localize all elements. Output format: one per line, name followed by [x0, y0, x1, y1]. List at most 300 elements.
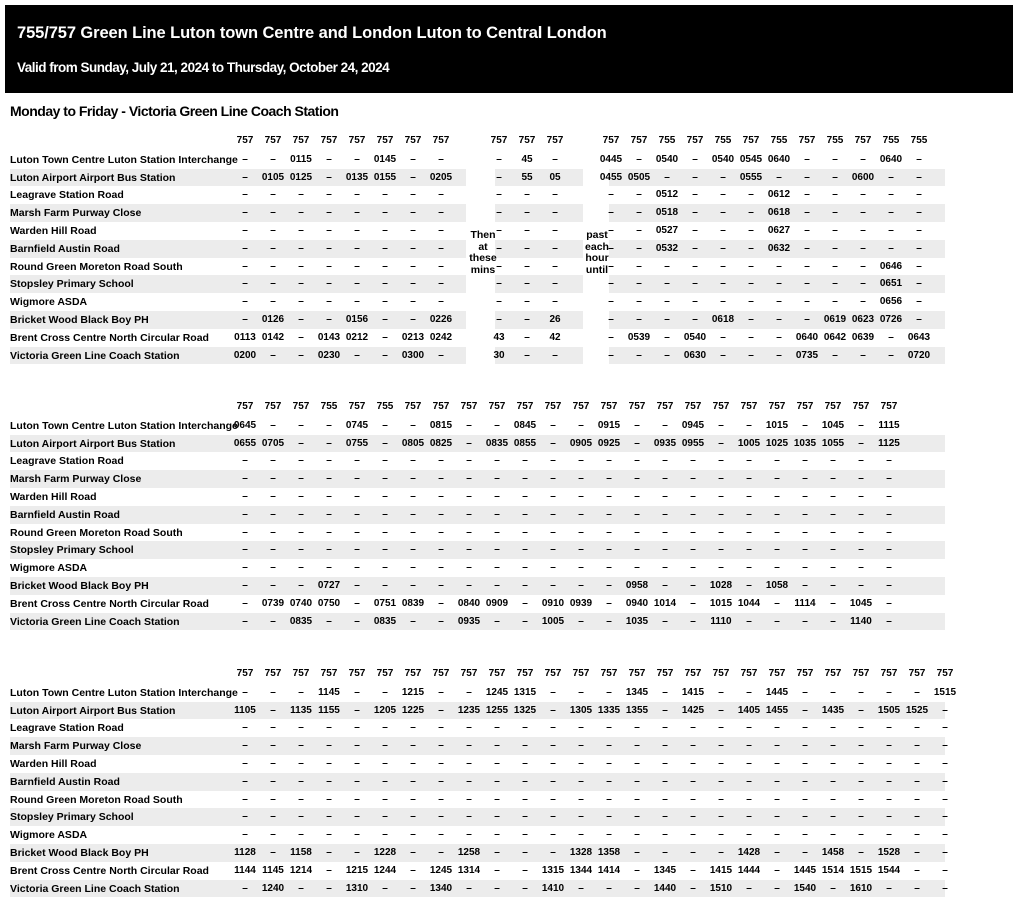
departure-time: –	[690, 757, 696, 769]
departure-time: –	[578, 562, 584, 574]
departure-time: –	[382, 473, 388, 485]
departure-time: –	[746, 544, 752, 556]
route-number: 757	[432, 668, 450, 679]
departure-time: –	[494, 544, 500, 556]
departure-time: –	[690, 740, 696, 752]
departure-time: 1244	[373, 864, 397, 876]
departure-time: 1455	[765, 704, 789, 716]
departure-time: –	[886, 793, 892, 805]
route-number: 757	[768, 401, 786, 412]
departure-time: 1445	[793, 864, 817, 876]
departure-time: 1544	[877, 864, 901, 876]
departure-time: –	[802, 686, 808, 698]
departure-time: –	[662, 508, 668, 520]
departure-time: –	[410, 260, 416, 272]
departure-time: 0745	[345, 419, 369, 431]
departure-time: –	[438, 473, 444, 485]
departure-time: –	[886, 473, 892, 485]
departure-time: 1215	[401, 686, 425, 698]
departure-time: –	[720, 189, 726, 201]
departure-time: –	[522, 508, 528, 520]
departure-time: –	[354, 829, 360, 841]
departure-time: –	[382, 189, 388, 201]
departure-time: –	[242, 189, 248, 201]
departure-time: –	[524, 331, 530, 343]
departure-time: 1328	[569, 846, 593, 858]
departure-time: –	[916, 153, 922, 165]
departure-time: 1510	[709, 882, 733, 894]
departure-time: –	[608, 224, 614, 236]
departure-time: –	[494, 864, 500, 876]
departure-time: –	[382, 242, 388, 254]
departure-time: –	[718, 704, 724, 716]
route-number: 757	[740, 668, 758, 679]
departure-time: –	[942, 722, 948, 734]
departure-time: –	[242, 740, 248, 752]
departure-time: –	[326, 793, 332, 805]
departure-time: –	[242, 296, 248, 308]
departure-time: –	[326, 224, 332, 236]
departure-time: –	[466, 490, 472, 502]
departure-time: –	[354, 207, 360, 219]
departure-time: –	[914, 757, 920, 769]
departure-time: –	[354, 544, 360, 556]
departure-time: –	[270, 224, 276, 236]
departure-time: –	[326, 313, 332, 325]
departure-time: –	[888, 171, 894, 183]
departure-time: –	[662, 562, 668, 574]
departure-time: –	[270, 207, 276, 219]
departure-time: –	[804, 224, 810, 236]
departure-time: –	[746, 473, 752, 485]
departure-time: –	[550, 437, 556, 449]
departure-time: –	[802, 490, 808, 502]
departure-time: –	[832, 224, 838, 236]
departure-time: 1344	[569, 864, 593, 876]
departure-time: –	[550, 811, 556, 823]
departure-time: 1255	[485, 704, 509, 716]
departure-time: –	[438, 207, 444, 219]
departure-time: –	[270, 296, 276, 308]
departure-time: –	[606, 526, 612, 538]
departure-time: –	[578, 455, 584, 467]
departure-time: –	[746, 811, 752, 823]
departure-time: –	[550, 793, 556, 805]
departure-time: –	[692, 224, 698, 236]
departure-time: –	[662, 544, 668, 556]
departure-time: –	[354, 242, 360, 254]
departure-time: –	[774, 562, 780, 574]
departure-time: –	[298, 526, 304, 538]
departure-time: 1140	[850, 615, 872, 627]
departure-time: –	[494, 508, 500, 520]
departure-time: –	[634, 508, 640, 520]
departure-time: –	[326, 419, 332, 431]
departure-time: –	[718, 757, 724, 769]
departure-time: 1428	[737, 846, 761, 858]
departure-time: 0539	[627, 331, 651, 343]
departure-time: –	[550, 544, 556, 556]
departure-time: –	[692, 189, 698, 201]
departure-time: –	[636, 349, 642, 361]
departure-time: –	[690, 846, 696, 858]
departure-time: –	[746, 508, 752, 520]
departure-time: –	[242, 544, 248, 556]
departure-time: –	[830, 811, 836, 823]
departure-time: 1340	[429, 882, 453, 894]
route-number: 757	[348, 401, 366, 412]
departure-time: –	[522, 864, 528, 876]
stop-name: Wigmore ASDA	[10, 829, 88, 842]
departure-time: 0612	[767, 189, 791, 201]
departure-time: –	[636, 313, 642, 325]
departure-time: –	[606, 473, 612, 485]
departure-time: –	[690, 615, 696, 627]
departure-time: –	[746, 490, 752, 502]
departure-time: –	[608, 260, 614, 272]
departure-time: 0200	[233, 349, 257, 361]
departure-time: –	[606, 544, 612, 556]
departure-time: –	[746, 615, 752, 627]
route-number: 757	[600, 668, 618, 679]
departure-time: –	[438, 811, 444, 823]
departure-time: 1055	[821, 437, 845, 449]
departure-time: 0651	[879, 278, 903, 290]
departure-time: –	[634, 829, 640, 841]
departure-time: –	[720, 260, 726, 272]
departure-time: –	[524, 349, 530, 361]
departure-time: –	[242, 526, 248, 538]
departure-time: –	[438, 349, 444, 361]
departure-time: –	[438, 829, 444, 841]
departure-time: –	[662, 740, 668, 752]
departure-time: –	[858, 508, 864, 520]
departure-time: –	[326, 153, 332, 165]
departure-time: –	[438, 846, 444, 858]
departure-time: –	[382, 526, 388, 538]
departure-time: –	[270, 508, 276, 520]
departure-time: –	[298, 579, 304, 591]
departure-time: –	[606, 775, 612, 787]
departure-time: –	[634, 864, 640, 876]
departure-time: –	[748, 224, 754, 236]
departure-time: –	[438, 526, 444, 538]
departure-time: 0945	[681, 419, 705, 431]
route-number: 757	[516, 401, 534, 412]
departure-time: –	[942, 740, 948, 752]
route-number: 757	[572, 401, 590, 412]
departure-time: –	[830, 757, 836, 769]
departure-time: 0619	[823, 313, 847, 325]
departure-time: –	[830, 508, 836, 520]
departure-time: –	[326, 775, 332, 787]
departure-time: –	[746, 686, 752, 698]
departure-time: –	[494, 722, 500, 734]
departure-time: –	[804, 189, 810, 201]
departure-time: 0727	[317, 579, 341, 591]
departure-time: 1245	[485, 686, 509, 698]
departure-time: 1214	[289, 864, 313, 876]
route-number: 757	[292, 668, 310, 679]
departure-time: –	[496, 153, 502, 165]
departure-time: –	[552, 224, 558, 236]
departure-time: –	[270, 686, 276, 698]
departure-time: –	[664, 278, 670, 290]
departure-time: 0518	[655, 207, 679, 219]
departure-time: –	[718, 686, 724, 698]
departure-time: –	[942, 775, 948, 787]
departure-time: –	[886, 811, 892, 823]
departure-time: –	[438, 579, 444, 591]
departure-time: –	[298, 562, 304, 574]
departure-time: –	[830, 882, 836, 894]
departure-time: 42	[549, 331, 561, 343]
departure-time: –	[578, 775, 584, 787]
departure-time: –	[916, 224, 922, 236]
departure-time: –	[552, 207, 558, 219]
departure-time: –	[606, 579, 612, 591]
departure-time: –	[776, 278, 782, 290]
departure-time: –	[326, 242, 332, 254]
stop-name: Brent Cross Centre North Circular Road	[10, 597, 209, 610]
departure-time: –	[832, 171, 838, 183]
departure-time: –	[550, 490, 556, 502]
departure-time: –	[720, 242, 726, 254]
departure-time: –	[522, 562, 528, 574]
departure-time: –	[858, 579, 864, 591]
departure-time: –	[776, 296, 782, 308]
departure-time: –	[634, 722, 640, 734]
departure-time: –	[550, 704, 556, 716]
departure-time: –	[382, 544, 388, 556]
departure-time: –	[664, 349, 670, 361]
departure-time: 0750	[317, 597, 341, 609]
departure-time: –	[636, 296, 642, 308]
departure-time: –	[690, 722, 696, 734]
departure-time: –	[550, 775, 556, 787]
departure-time: –	[690, 829, 696, 841]
departure-time: 1044	[737, 597, 761, 609]
stop-name: Marsh Farm Purway Close	[10, 473, 142, 486]
departure-time: –	[326, 811, 332, 823]
route-number: 757	[348, 135, 366, 146]
departure-time: –	[550, 508, 556, 520]
departure-time: –	[578, 508, 584, 520]
departure-time: –	[438, 508, 444, 520]
departure-time: 1610	[849, 882, 873, 894]
departure-time: –	[382, 296, 388, 308]
departure-time: –	[382, 562, 388, 574]
departure-time: –	[326, 615, 332, 627]
departure-time: –	[326, 455, 332, 467]
departure-time: –	[298, 757, 304, 769]
departure-time: –	[942, 882, 948, 894]
departure-time: –	[774, 811, 780, 823]
departure-time: –	[578, 740, 584, 752]
departure-time: –	[830, 740, 836, 752]
departure-time: –	[522, 793, 528, 805]
departure-time: –	[438, 793, 444, 805]
route-number: 757	[712, 401, 730, 412]
departure-time: –	[494, 615, 500, 627]
departure-time: –	[578, 526, 584, 538]
departure-time: –	[692, 242, 698, 254]
stop-name: Wigmore ASDA	[10, 296, 88, 309]
departure-time: –	[382, 313, 388, 325]
departure-time: –	[746, 722, 752, 734]
route-number: 757	[516, 668, 534, 679]
departure-time: –	[634, 526, 640, 538]
departure-time: 0226	[429, 313, 453, 325]
departure-time: –	[410, 419, 416, 431]
departure-time: –	[494, 757, 500, 769]
departure-time: 0935	[653, 437, 677, 449]
departure-time: –	[438, 224, 444, 236]
departure-time: 1114	[794, 597, 816, 609]
stop-name: Bricket Wood Black Boy PH	[10, 313, 149, 326]
departure-time: –	[496, 242, 502, 254]
departure-time: –	[298, 296, 304, 308]
departure-time: –	[354, 278, 360, 290]
departure-time: –	[830, 473, 836, 485]
departure-time: –	[522, 597, 528, 609]
departure-time: 0845	[513, 419, 537, 431]
departure-time: –	[804, 242, 810, 254]
departure-time: –	[298, 722, 304, 734]
departure-time: –	[748, 331, 754, 343]
departure-time: –	[578, 829, 584, 841]
departure-time: 1028	[709, 579, 733, 591]
departure-time: –	[916, 260, 922, 272]
departure-time: –	[634, 793, 640, 805]
departure-time: –	[776, 349, 782, 361]
departure-time: –	[382, 811, 388, 823]
departure-time: 0230	[317, 349, 341, 361]
departure-time: –	[718, 793, 724, 805]
departure-time: –	[242, 490, 248, 502]
departure-time: –	[606, 882, 612, 894]
departure-time: –	[634, 437, 640, 449]
departure-time: –	[494, 490, 500, 502]
departure-time: –	[494, 455, 500, 467]
departure-time: 0940	[625, 597, 649, 609]
departure-time: 0540	[655, 153, 679, 165]
departure-time: –	[466, 473, 472, 485]
departure-time: –	[270, 260, 276, 272]
departure-time: –	[466, 508, 472, 520]
departure-time: –	[410, 171, 416, 183]
departure-time: –	[466, 793, 472, 805]
departure-time: –	[634, 846, 640, 858]
departure-time: –	[914, 686, 920, 698]
departure-time: –	[242, 722, 248, 734]
departure-time: –	[466, 686, 472, 698]
departure-time: –	[774, 526, 780, 538]
departure-time: –	[578, 722, 584, 734]
departure-time: –	[802, 615, 808, 627]
route-number: 757	[404, 668, 422, 679]
departure-time: –	[886, 615, 892, 627]
departure-time: –	[496, 171, 502, 183]
stop-name: Victoria Green Line Coach Station	[10, 615, 180, 628]
departure-time: –	[298, 242, 304, 254]
departure-time: –	[748, 242, 754, 254]
departure-time: –	[354, 473, 360, 485]
departure-time: –	[270, 811, 276, 823]
departure-time: –	[774, 722, 780, 734]
departure-time: 0242	[429, 331, 453, 343]
departure-time: 1258	[457, 846, 481, 858]
departure-time: 0632	[767, 242, 791, 254]
departure-time: –	[746, 775, 752, 787]
route-number: 757	[236, 135, 254, 146]
page-title: 755/757 Green Line Luton town Centre and London Luton to Central London	[17, 24, 607, 42]
departure-time: –	[690, 793, 696, 805]
departure-time: –	[776, 260, 782, 272]
departure-time: –	[438, 455, 444, 467]
departure-time: 1335	[597, 704, 621, 716]
departure-time: 1528	[877, 846, 901, 858]
stop-name: Brent Cross Centre North Circular Road	[10, 331, 209, 344]
departure-time: 1358	[597, 846, 621, 858]
departure-time: –	[524, 260, 530, 272]
departure-time: –	[804, 153, 810, 165]
departure-time: –	[550, 829, 556, 841]
departure-time: –	[578, 615, 584, 627]
departure-time: 0755	[345, 437, 369, 449]
departure-time: –	[242, 597, 248, 609]
departure-time: –	[298, 278, 304, 290]
departure-time: –	[636, 260, 642, 272]
departure-time: –	[522, 757, 528, 769]
departure-time: –	[606, 722, 612, 734]
departure-time: 1045	[821, 419, 845, 431]
route-number: 757	[656, 668, 674, 679]
departure-time: –	[802, 775, 808, 787]
departure-time: –	[382, 722, 388, 734]
departure-time: –	[242, 615, 248, 627]
departure-time: –	[326, 829, 332, 841]
departure-time: –	[410, 207, 416, 219]
departure-time: –	[858, 775, 864, 787]
departure-time: –	[774, 775, 780, 787]
departure-time: –	[522, 882, 528, 894]
departure-time: –	[692, 153, 698, 165]
departure-time: –	[888, 189, 894, 201]
departure-time: 1514	[821, 864, 845, 876]
departure-time: –	[718, 544, 724, 556]
departure-time: –	[886, 722, 892, 734]
departure-time: –	[662, 455, 668, 467]
departure-time: –	[298, 313, 304, 325]
departure-time: –	[858, 846, 864, 858]
departure-time: 1315	[541, 864, 565, 876]
departure-time: –	[860, 153, 866, 165]
departure-time: –	[690, 775, 696, 787]
departure-time: 0835	[289, 615, 313, 627]
departure-time: –	[550, 722, 556, 734]
departure-time: –	[664, 260, 670, 272]
departure-time: –	[550, 455, 556, 467]
departure-time: –	[438, 740, 444, 752]
departure-time: –	[860, 207, 866, 219]
departure-time: –	[802, 829, 808, 841]
departure-time: –	[270, 349, 276, 361]
departure-time: 1315	[513, 686, 537, 698]
departure-time: –	[858, 793, 864, 805]
departure-time: –	[410, 829, 416, 841]
departure-time: –	[748, 207, 754, 219]
